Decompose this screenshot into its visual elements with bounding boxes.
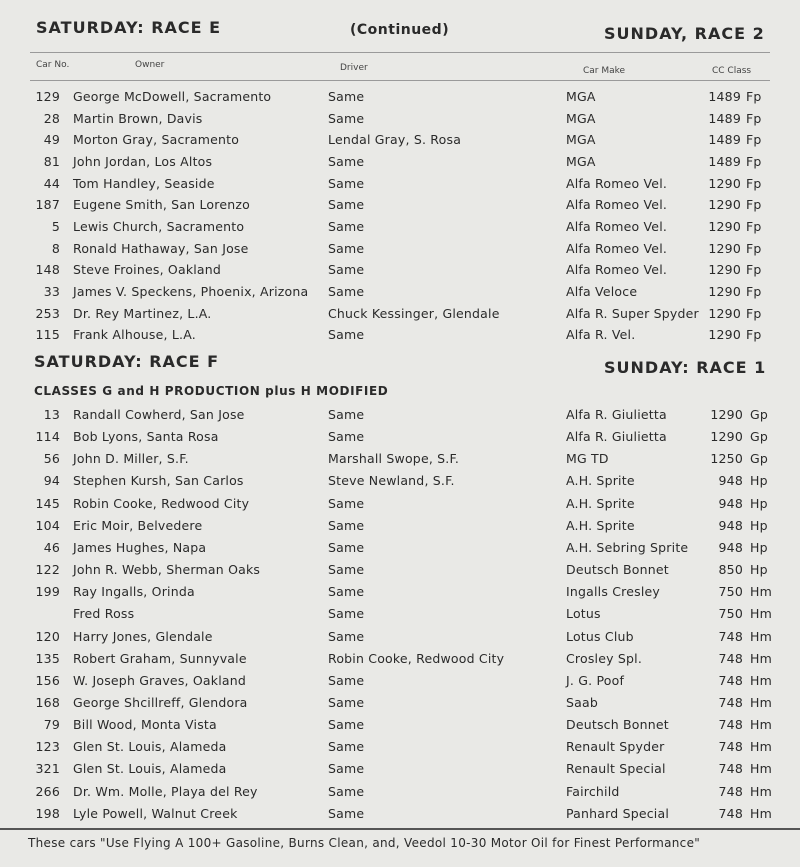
table-row [0, 429, 800, 449]
race-class: Fp [746, 153, 762, 169]
table-row [0, 259, 800, 279]
race-f-title: SATURDAY: RACE F [34, 352, 220, 371]
owner-name: Ronald Hathaway, San Jose [73, 240, 249, 256]
engine-cc: 1290 [710, 429, 743, 445]
engine-cc: 1250 [710, 451, 743, 467]
car-number: 145 [35, 495, 60, 511]
table-row [0, 736, 800, 756]
driver-name: Same [328, 89, 365, 104]
owner-name: James Hughes, Napa [73, 539, 207, 555]
driver-name: Chuck Kessinger, Glendale [328, 305, 500, 321]
table-row [0, 670, 800, 690]
table-row [0, 604, 800, 624]
car-make: Saab [566, 694, 598, 710]
driver-name: Same [328, 672, 365, 688]
engine-cc: 748 [718, 628, 743, 644]
car-number: 5 [51, 218, 60, 234]
driver-name: Same [328, 694, 365, 710]
engine-cc: 1489 [708, 153, 741, 169]
car-number: 81 [43, 153, 60, 169]
race-class: Gp [750, 407, 769, 422]
engine-cc: 748 [718, 694, 743, 710]
table-row [0, 626, 800, 646]
engine-cc: 748 [718, 717, 743, 733]
owner-name: Lyle Powell, Walnut Creek [73, 805, 238, 821]
owner-name: Stephen Kursh, San Carlos [73, 473, 244, 489]
engine-cc: 1290 [708, 305, 741, 321]
car-number: 148 [35, 262, 60, 278]
sponsor-footer: These cars "Use Flying A 100+ Gasoline, Burns Clean, and, Veedol 10-30 Motor Oil for Finest Performance" [28, 836, 701, 850]
car-number: 104 [35, 517, 60, 533]
col-car-no: Car No. [36, 60, 70, 70]
table-row [0, 495, 800, 515]
owner-name: James V. Speckens, Phoenix, Arizona [73, 283, 309, 299]
driver-name: Steve Newland, S.F. [328, 473, 455, 489]
engine-cc: 748 [718, 672, 743, 688]
table-row [0, 174, 800, 194]
table-row [0, 692, 800, 712]
car-make: MGA [566, 153, 596, 169]
owner-name: Harry Jones, Glendale [73, 628, 213, 644]
car-make: Lotus [566, 606, 601, 622]
car-make: MGA [566, 89, 596, 104]
engine-cc: 850 [718, 562, 743, 578]
owner-name: Glen St. Louis, Alameda [73, 761, 227, 777]
owner-name: Eric Moir, Belvedere [73, 517, 203, 533]
driver-name: Same [328, 429, 365, 445]
race-class: Fp [746, 283, 762, 299]
engine-cc: 948 [718, 539, 743, 555]
table-row [0, 302, 800, 322]
engine-cc: 1290 [708, 197, 741, 213]
car-number: 123 [35, 739, 60, 755]
race-class: Hm [750, 672, 772, 688]
owner-name: Morton Gray, Sacramento [73, 132, 240, 148]
owner-name: Robin Cooke, Redwood City [73, 495, 250, 511]
engine-cc: 1489 [708, 89, 741, 104]
race-class: Hm [750, 805, 772, 821]
owner-name: George Shcillreff, Glendora [73, 694, 248, 710]
car-make: MG TD [566, 451, 609, 467]
car-number: 135 [35, 650, 60, 666]
car-number: 46 [43, 539, 60, 555]
race-class: Hp [750, 495, 768, 511]
table-row [0, 110, 800, 130]
car-make: Ingalls Cresley [566, 584, 660, 600]
sunday-race-1-title: SUNDAY: RACE 1 [604, 358, 767, 377]
engine-cc: 1290 [708, 327, 741, 343]
driver-name: Same [328, 628, 365, 644]
car-make: A.H. Sprite [566, 495, 635, 511]
owner-name: Frank Alhouse, L.A. [73, 327, 196, 343]
car-number: 13 [43, 407, 60, 422]
owner-name: Dr. Wm. Molle, Playa del Rey [73, 783, 258, 799]
car-number: 321 [35, 761, 60, 777]
engine-cc: 948 [718, 517, 743, 533]
engine-cc: 750 [718, 584, 743, 600]
owner-name: Lewis Church, Sacramento [73, 218, 245, 234]
driver-name: Same [328, 717, 365, 733]
car-number: 156 [35, 672, 60, 688]
columns-rule [30, 80, 770, 81]
race-class: Fp [746, 110, 762, 126]
race-class: Fp [746, 218, 762, 234]
driver-name: Same [328, 153, 365, 169]
race-e-title: SATURDAY: RACE E [36, 18, 222, 37]
table-row [0, 238, 800, 258]
car-number: 94 [43, 473, 60, 489]
driver-name: Same [328, 283, 365, 299]
sunday-race-2-title: SUNDAY, RACE 2 [604, 24, 765, 43]
car-make: Renault Spyder [566, 739, 665, 755]
race-f-classes: CLASSES G and H PRODUCTION plus H MODIFIED [34, 384, 389, 398]
owner-name: John R. Webb, Sherman Oaks [73, 562, 261, 578]
car-number: 115 [35, 327, 60, 343]
table-row [0, 517, 800, 537]
col-cc-class: CC Class [712, 66, 752, 76]
table-row [0, 801, 800, 821]
race-class: Hm [750, 739, 772, 755]
owner-name: Randall Cowherd, San Jose [73, 407, 245, 422]
car-number: 266 [35, 783, 60, 799]
race-class: Gp [750, 429, 769, 445]
car-make: MGA [566, 132, 596, 148]
race-class: Hp [750, 562, 768, 578]
car-make: Alfa Romeo Vel. [566, 262, 668, 278]
owner-name: Eugene Smith, San Lorenzo [73, 197, 250, 213]
col-driver: Driver [340, 63, 368, 73]
table-row [0, 648, 800, 668]
engine-cc: 1290 [708, 262, 741, 278]
table-row [0, 323, 800, 343]
table-row [0, 407, 800, 427]
driver-name: Same [328, 197, 365, 213]
engine-cc: 1290 [708, 175, 741, 191]
table-row [0, 560, 800, 580]
car-make: Deutsch Bonnet [566, 562, 669, 578]
driver-name: Same [328, 805, 365, 821]
race-class: Fp [746, 262, 762, 278]
race-class: Fp [746, 240, 762, 256]
car-make: Fairchild [566, 783, 620, 799]
car-make: MGA [566, 110, 596, 126]
car-make: J. G. Poof [566, 672, 625, 688]
driver-name: Same [328, 761, 365, 777]
car-make: A.H. Sebring Sprite [566, 539, 689, 555]
driver-name: Same [328, 327, 365, 343]
driver-name: Same [328, 783, 365, 799]
race-class: Fp [746, 327, 762, 343]
car-number: 114 [35, 429, 60, 445]
table-row [0, 473, 800, 493]
driver-name: Lendal Gray, S. Rosa [328, 132, 462, 148]
car-make: Alfa Romeo Vel. [566, 240, 668, 256]
owner-name: Tom Handley, Seaside [73, 175, 215, 191]
car-make: Deutsch Bonnet [566, 717, 669, 733]
engine-cc: 748 [718, 761, 743, 777]
engine-cc: 1290 [710, 407, 743, 422]
race-class: Hm [750, 783, 772, 799]
car-make: Alfa Romeo Vel. [566, 218, 668, 234]
race-class: Hp [750, 539, 768, 555]
header-rule [30, 52, 770, 53]
race-class: Hm [750, 761, 772, 777]
race-class: Hp [750, 517, 768, 533]
car-make: Alfa R. Giulietta [566, 407, 667, 422]
driver-name: Same [328, 175, 365, 191]
continued-label: (Continued) [350, 22, 450, 38]
owner-name: Steve Froines, Oakland [73, 262, 222, 278]
car-make: A.H. Sprite [566, 517, 635, 533]
table-row [0, 196, 800, 216]
engine-cc: 1290 [708, 283, 741, 299]
table-row [0, 89, 800, 109]
driver-name: Same [328, 562, 365, 578]
race-class: Fp [746, 175, 762, 191]
car-make: Alfa Romeo Vel. [566, 197, 668, 213]
driver-name: Same [328, 240, 365, 256]
table-row [0, 582, 800, 602]
owner-name: Glen St. Louis, Alameda [73, 739, 227, 755]
engine-cc: 1290 [708, 240, 741, 256]
race-class: Fp [746, 132, 762, 148]
engine-cc: 750 [718, 606, 743, 622]
engine-cc: 948 [718, 473, 743, 489]
col-car-make: Car Make [583, 66, 626, 76]
table-row [0, 714, 800, 734]
race-class: Hm [750, 606, 772, 622]
owner-name: Robert Graham, Sunnyvale [73, 650, 247, 666]
driver-name: Same [328, 739, 365, 755]
engine-cc: 1489 [708, 110, 741, 126]
car-number: 120 [35, 628, 60, 644]
table-row [0, 217, 800, 237]
owner-name: Fred Ross [73, 606, 135, 622]
table-row [0, 779, 800, 799]
col-owner: Owner [135, 60, 165, 70]
table-row [0, 281, 800, 301]
car-make: Alfa R. Vel. [566, 327, 636, 343]
engine-cc: 948 [718, 495, 743, 511]
owner-name: John D. Miller, S.F. [73, 451, 189, 467]
driver-name: Same [328, 539, 365, 555]
car-make: Alfa Romeo Vel. [566, 175, 668, 191]
car-number: 44 [43, 175, 60, 191]
car-number: 198 [35, 805, 60, 821]
car-make: Panhard Special [566, 805, 670, 821]
driver-name: Robin Cooke, Redwood City [328, 650, 505, 666]
table-row [0, 132, 800, 152]
owner-name: John Jordan, Los Altos [73, 153, 213, 169]
engine-cc: 1489 [708, 132, 741, 148]
car-number: 49 [43, 132, 60, 148]
car-number: 8 [51, 240, 60, 256]
table-row [0, 451, 800, 471]
driver-name: Same [328, 218, 365, 234]
owner-name: W. Joseph Graves, Oakland [73, 672, 246, 688]
driver-name: Marshall Swope, S.F. [328, 451, 460, 467]
engine-cc: 748 [718, 650, 743, 666]
race-class: Hm [750, 717, 772, 733]
car-number: 199 [35, 584, 60, 600]
driver-name: Same [328, 407, 365, 422]
car-number: 253 [35, 305, 60, 321]
engine-cc: 748 [718, 739, 743, 755]
race-class: Hm [750, 584, 772, 600]
car-number: 168 [35, 694, 60, 710]
owner-name: George McDowell, Sacramento [73, 89, 272, 104]
car-make: Renault Special [566, 761, 666, 777]
race-class: Fp [746, 197, 762, 213]
race-class: Fp [746, 305, 762, 321]
car-make: Alfa Veloce [566, 283, 638, 299]
car-make: Lotus Club [566, 628, 634, 644]
owner-name: Dr. Rey Martinez, L.A. [73, 305, 212, 321]
race-class: Hm [750, 628, 772, 644]
car-make: A.H. Sprite [566, 473, 635, 489]
owner-name: Ray Ingalls, Orinda [73, 584, 195, 600]
race-class: Hp [750, 473, 768, 489]
car-number: 129 [35, 89, 60, 104]
table-row [0, 538, 800, 558]
car-number: 33 [43, 283, 60, 299]
owner-name: Bill Wood, Monta Vista [73, 717, 217, 733]
car-number: 56 [43, 451, 60, 467]
car-make: Crosley Spl. [566, 650, 643, 666]
engine-cc: 748 [718, 783, 743, 799]
car-number: 79 [43, 717, 60, 733]
race-class: Gp [750, 451, 769, 467]
engine-cc: 1290 [708, 218, 741, 234]
driver-name: Same [328, 606, 365, 622]
driver-name: Same [328, 262, 365, 278]
driver-name: Same [328, 517, 365, 533]
owner-name: Martin Brown, Davis [73, 110, 203, 126]
car-number: 28 [43, 110, 60, 126]
driver-name: Same [328, 495, 365, 511]
race-class: Hm [750, 650, 772, 666]
race-class: Fp [746, 89, 762, 104]
car-number: 122 [35, 562, 60, 578]
engine-cc: 748 [718, 805, 743, 821]
driver-name: Same [328, 584, 365, 600]
owner-name: Bob Lyons, Santa Rosa [73, 429, 219, 445]
car-number: 187 [35, 197, 60, 213]
table-row [0, 153, 800, 173]
table-row [0, 757, 800, 777]
car-make: Alfa R. Giulietta [566, 429, 667, 445]
race-class: Hm [750, 694, 772, 710]
driver-name: Same [328, 110, 365, 126]
car-make: Alfa R. Super Spyder [566, 305, 699, 321]
